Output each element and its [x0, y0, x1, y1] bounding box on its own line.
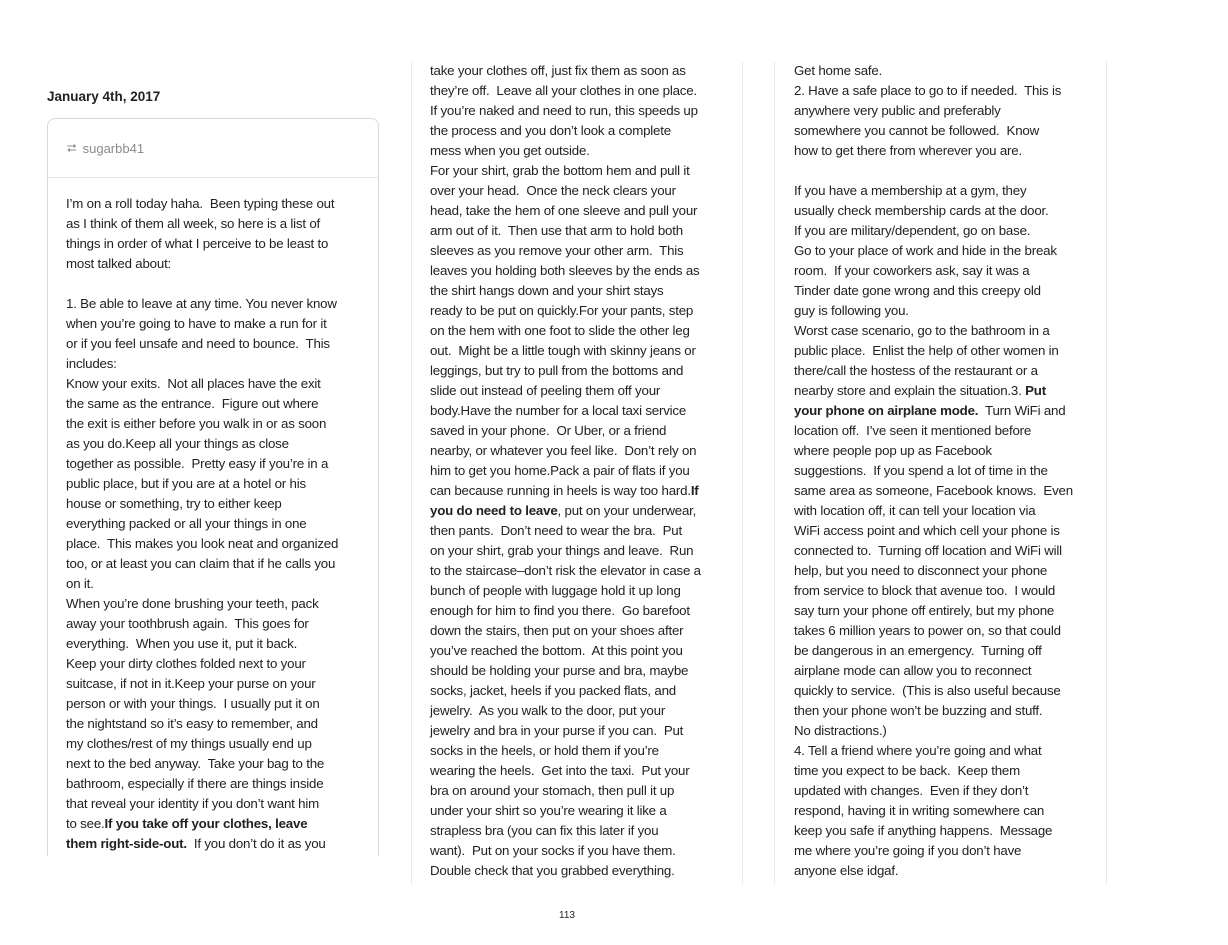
text-line: then your phone won’t be buzzing and stuff. [794, 703, 1043, 718]
text-line: that reveal your identity if you don’t want him [66, 796, 319, 811]
text-line: be dangerous in an emergency. Turning off [794, 643, 1042, 658]
text-line [794, 381, 1073, 401]
text-line: arm out of it. Then use that arm to hold both [430, 223, 683, 238]
text-line: If you’re naked and need to run, this speeds up [430, 103, 698, 118]
text-line: everything packed or all your things in one [66, 516, 307, 531]
text-line: public place, but if you are at a hotel or his [66, 476, 306, 491]
text-line: my clothes/rest of my things usually end up [66, 736, 312, 751]
text-line: house or something, try to either keep [66, 496, 282, 511]
text-line: anywhere very public and preferably [794, 103, 1001, 118]
text-segment: , put on your underwear, [557, 503, 697, 518]
text-line: 1. Be able to leave at any time. You never know [66, 296, 337, 311]
text-line: the nightstand so it’s easy to remember, and [66, 716, 318, 731]
text-line: should be holding your purse and bra, maybe [430, 663, 689, 678]
text-line [430, 501, 701, 521]
text-line: leaves you holding both sleeves by the ends as [430, 263, 700, 278]
text-line: bra on around your stomach, then pull it up [430, 783, 675, 798]
reblog-icon: ⮂ [67, 140, 77, 155]
text-segment: Turn WiFi and [978, 403, 1066, 418]
text-line: When you’re done brushing your teeth, pack [66, 596, 319, 611]
text-line [66, 274, 338, 294]
bold-text: Put [1025, 383, 1046, 398]
text-line: same area as someone, Facebook knows. Even [794, 483, 1073, 498]
text-line: down the stairs, then put on your shoes after [430, 623, 684, 638]
text-line: WiFi access point and which cell your phone is [794, 523, 1060, 538]
text-line: room. If your coworkers ask, say it was a [794, 263, 1030, 278]
text-line: 2. Have a safe place to go to if needed. This is [794, 83, 1062, 98]
text-line: time you expect to be back. Keep them [794, 763, 1020, 778]
post-header [48, 119, 378, 178]
text-segment: to see. [66, 816, 105, 831]
text-line: For your shirt, grab the bottom hem and pull it [430, 163, 690, 178]
text-line: leggings, but try to pull from the bottoms and [430, 363, 684, 378]
text-line [430, 481, 701, 501]
text-line: anyone else idgaf. [794, 863, 899, 878]
text-line: away your toothbrush again. This goes for [66, 616, 309, 631]
text-line: me where you’re going if you don’t have [794, 843, 1022, 858]
text-line: body.Have the number for a local taxi service [430, 403, 687, 418]
text-column-3 [794, 61, 1073, 881]
text-line: usually check membership cards at the door. [794, 203, 1049, 218]
text-line: Know your exits. Not all places have the exit [66, 376, 321, 391]
text-line [66, 834, 338, 854]
text-line: from service to block that avenue too. I would [794, 583, 1056, 598]
text-line: take your clothes off, just fix them as soon as [430, 63, 686, 78]
bold-text: you do need to leave [430, 503, 558, 518]
text-line: how to get there from wherever you are. [794, 143, 1022, 158]
text-line: updated with changes. Even if they don’t [794, 783, 1029, 798]
text-line: on the hem with one foot to slide the other leg [430, 323, 690, 338]
text-segment: If you don’t do it as you [186, 836, 326, 851]
text-line: mess when you get outside. [430, 143, 590, 158]
text-line: No distractions.) [794, 723, 887, 738]
text-line: on your shirt, grab your things and leave. Run [430, 543, 694, 558]
text-line: person or with your things. I usually put it on [66, 696, 320, 711]
post-date: January 4th, 2017 [47, 89, 161, 104]
text-line: Double check that you grabbed everything. [430, 863, 675, 878]
text-line: suitcase, if not in it.Keep your purse on your [66, 676, 316, 691]
text-line: him to get you home.Pack a pair of flats if you [430, 463, 690, 478]
text-line: slide out instead of peeling them off your [430, 383, 661, 398]
text-line: Worst case scenario, go to the bathroom in a [794, 323, 1050, 338]
text-line: 4. Tell a friend where you’re going and what [794, 743, 1042, 758]
text-line: enough for him to find you there. Go barefoot [430, 603, 690, 618]
text-line: you’ve reached the bottom. At this point you [430, 643, 683, 658]
text-line: as you do.Keep all your things as close [66, 436, 289, 451]
text-line: quickly to service. (This is also useful because [794, 683, 1061, 698]
bold-text: them right-side-out. [66, 836, 187, 851]
text-line: say turn your phone off entirely, but my phone [794, 603, 1055, 618]
text-line: socks in the heels, or hold them if you’re [430, 743, 659, 758]
text-line: includes: [66, 356, 117, 371]
text-line: to the staircase–don’t risk the elevator in case a [430, 563, 701, 578]
text-line: connected to. Turning off location and WiFi will [794, 543, 1062, 558]
text-column-1 [66, 194, 338, 854]
text-line: everything. When you use it, put it back. [66, 636, 298, 651]
text-line: together as possible. Pretty easy if you’re in a [66, 456, 329, 471]
text-line: airplane mode can allow you to reconnect [794, 663, 1032, 678]
text-line: takes 6 million years to power on, so that could [794, 623, 1061, 638]
text-line: on it. [66, 576, 94, 591]
text-line: Go to your place of work and hide in the break [794, 243, 1057, 258]
text-line: somewhere you cannot be followed. Know [794, 123, 1039, 138]
text-line: ready to be put on quickly.For your pants, step [430, 303, 694, 318]
text-line: want). Put on your socks if you have them. [430, 843, 676, 858]
text-line: the process and you don’t look a complete [430, 123, 671, 138]
text-line: then pants. Don’t need to wear the bra. Put [430, 523, 682, 538]
text-line: the exit is either before you walk in or as soon [66, 416, 327, 431]
text-line: the same as the entrance. Figure out where [66, 396, 319, 411]
text-line: keep you safe if anything happens. Message [794, 823, 1053, 838]
text-line: bunch of people with luggage hold it up long [430, 583, 681, 598]
text-line [794, 401, 1073, 421]
text-line: over your head. Once the neck clears your [430, 183, 676, 198]
text-line: public place. Enlist the help of other women in [794, 343, 1059, 358]
text-line: too, or at least you can claim that if he calls you [66, 556, 336, 571]
text-line: jewelry. As you walk to the door, put your [430, 703, 666, 718]
text-line: socks, jacket, heels if you packed flats, and [430, 683, 676, 698]
text-line: things in order of what I perceive to be least to [66, 236, 329, 251]
text-line: help, but you need to disconnect your phone [794, 563, 1048, 578]
text-line: when you’re going to have to make a run for it [66, 316, 327, 331]
text-line: Tinder date gone wrong and this creepy old [794, 283, 1041, 298]
text-line: bathroom, especially if there are things inside [66, 776, 324, 791]
text-line [66, 814, 338, 834]
page-number: 113 [559, 910, 575, 921]
text-line: where people pop up as Facebook [794, 443, 992, 458]
text-line: suggestions. If you spend a lot of time in the [794, 463, 1048, 478]
text-line: nearby, or whatever you feel like. Don’t rely on [430, 443, 697, 458]
bold-text: your phone on airplane mode. [794, 403, 979, 418]
text-line: head, take the hem of one sleeve and pull your [430, 203, 698, 218]
text-segment: can because running in heels is way too hard. [430, 483, 691, 498]
text-line: they’re off. Leave all your clothes in one place. [430, 83, 697, 98]
text-line: as I think of them all week, so here is a list of [66, 216, 321, 231]
text-line: respond, having it in writing somewhere can [794, 803, 1045, 818]
text-line: next to the bed anyway. Take your bag to the [66, 756, 325, 771]
text-line: place. This makes you look neat and organized [66, 536, 339, 551]
text-line: Get home safe. [794, 63, 883, 78]
text-line: If you are military/dependent, go on base. [794, 223, 1031, 238]
text-line: Keep your dirty clothes folded next to your [66, 656, 306, 671]
text-line: under your shirt so you’re wearing it like a [430, 803, 667, 818]
page-cut [40, 856, 390, 896]
text-line: I’m on a roll today haha. Been typing these out [66, 196, 335, 211]
text-line: the shirt hangs down and your shirt stays [430, 283, 664, 298]
text-line [794, 161, 1073, 181]
text-column-2 [430, 61, 701, 881]
text-line: If you have a membership at a gym, they [794, 183, 1027, 198]
text-line: location off. I’ve seen it mentioned before [794, 423, 1032, 438]
text-line: with location off, it can tell your location via [794, 503, 1036, 518]
text-line: most talked about: [66, 256, 172, 271]
text-line: out. Might be a little tough with skinny jeans or [430, 343, 696, 358]
post-username[interactable]: sugarbb41 [82, 140, 145, 156]
text-line: strapless bra (you can fix this later if you [430, 823, 659, 838]
bold-text: If you take off your clothes, leave [104, 816, 308, 831]
text-line: saved in your phone. Or Uber, or a friend [430, 423, 667, 438]
text-line: sleeves as you remove your other arm. This [430, 243, 684, 258]
text-line: there/call the hostess of the restaurant or a [794, 363, 1038, 378]
text-segment: nearby store and explain the situation.3. [794, 383, 1026, 398]
text-line: jewelry and bra in your purse if you can. Put [430, 723, 684, 738]
bold-text: If [690, 483, 699, 498]
text-line: wearing the heels. Get into the taxi. Put your [430, 763, 690, 778]
text-line: or if you feel unsafe and need to bounce. This [66, 336, 330, 351]
text-line: guy is following you. [794, 303, 909, 318]
